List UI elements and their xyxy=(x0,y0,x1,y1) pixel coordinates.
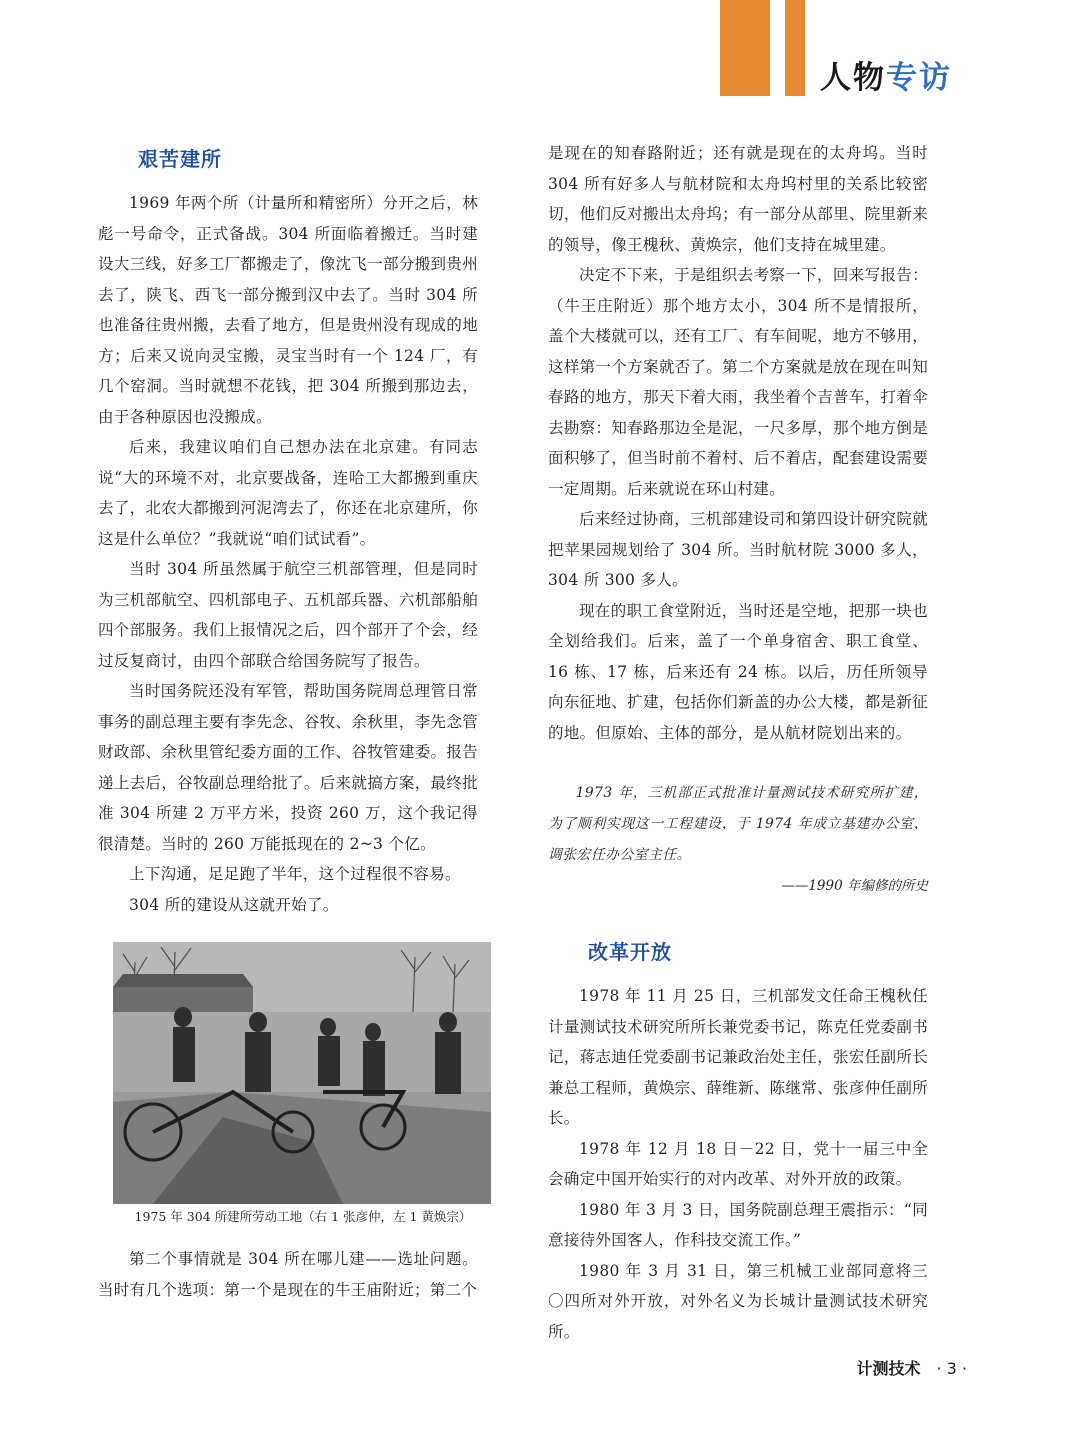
paragraph: 后来经过协商，三机部建设司和第四设计研究院就把苹果园规划给了 304 所。当时航材院 3000 多人，304 所 300 多人。 xyxy=(548,510,928,589)
paragraph: 现在的职工食堂附近，当时还是空地，把那一块也全划给我们。后来，盖了一个单身宿舍、职工食堂、16 栋、17 栋，后来还有 24 栋。以后，历任所领导向东征地、扩建，包括你们新盖的办公大楼，都是新征的地。但原始、主体的部分，是从航材院划出来的。 xyxy=(548,601,928,742)
section-tag xyxy=(820,58,952,98)
page-number: · 3 · xyxy=(936,1359,967,1378)
paragraph: 当时 304 所虽然属于航空三机部管理，但是同时为三机部航空、四机部电子、五机部兵器、六机部船舶四个部服务。我们上报情况之后，四个部开了个会，经过反复商讨，由四个部联合给国务院写了报告。 xyxy=(98,560,478,670)
construction-site-photo xyxy=(113,942,491,1204)
right-column xyxy=(548,138,928,1347)
paragraph: 是现在的知春路附近；还有就是现在的太舟坞。当时 304 所有好多人与航材院和太舟坞村里的关系比较密切，他们反对搬出太舟坞；有一部分从部里、院里新来的领导，像王槐秋、黄焕宗，他们支持在城里建。 xyxy=(548,144,928,254)
section-tag-part2: 专访 xyxy=(886,60,952,96)
header-accent-bar-narrow xyxy=(785,0,805,96)
section-heading-hard-founding: 艰苦建所 xyxy=(138,147,222,171)
paragraph: 1980 年 3 月 3 日，国务院副总理王震指示：“同意接待外国客人，作科技交流工作。” xyxy=(548,1200,928,1249)
paragraph: 决定不下来，于是组织去考察一下，回来写报告：（牛王庄附近）那个地方太小，304 所不是情报所，盖个大楼就可以，还有工厂、有车间呢，地方不够用，这样第一个方案就否了。第二个方案就是放在现在叫知春路的地方，那天下着大雨，我坐着个吉普车，打着伞去勘察：知春路那边全是泥，一尺多厚，那个地方倒是面积够了，但当时前不着村、后不着店，配套建设需要一定周期。后来就说在环山村建。 xyxy=(548,266,928,498)
left-column xyxy=(98,138,478,1305)
photo-figure xyxy=(113,942,493,1228)
header-accent-bar-wide xyxy=(720,0,770,96)
history-quote xyxy=(548,778,928,901)
paragraph: 1969 年两个所（计量所和精密所）分开之后，林彪一号命令，正式备战。304 所面临着搬迁。当时建设大三线，好多工厂都搬走了，像沈飞一部分搬到贵州去了，陕飞、西飞一部分搬到汉中去了。当时 304 所也准备往贵州搬，去看了地方，但是贵州没有现成的地方；后来又说向灵宝搬，灵宝当时有一个 124 厂，有几个窑洞。当时就想不花钱，把 304 所搬到那边去，由于各种原因也没搬成。 xyxy=(98,194,478,426)
paragraph: 1978 年 12 月 18 日－22 日，党十一届三中全会确定中国开始实行的对内改革、对外开放的政策。 xyxy=(548,1139,928,1188)
page-footer xyxy=(856,1356,967,1379)
paragraph: 第二个事情就是 304 所在哪儿建——选址问题。当时有几个选项：第一个是现在的牛王庙附近；第二个 xyxy=(98,1250,478,1299)
paragraph: 上下沟通，足足跑了半年，这个过程很不容易。 xyxy=(129,865,461,883)
section-heading-reform-opening: 改革开放 xyxy=(588,940,672,964)
paragraph: 当时国务院还没有军管，帮助国务院周总理管日常事务的副总理主要有李先念、谷牧、余秋里，李先念管财政部、余秋里管纪委方面的工作、谷牧管建委。报告递上去后，谷牧副总理给批了。后来就搞方案，最终批准 304 所建 2 万平方米，投资 260 万，这个我记得很清楚。当时的 260 万能抵现在的 2~3 个亿。 xyxy=(98,682,478,853)
paragraph: 1980 年 3 月 31 日，第三机械工业部同意将三〇四所对外开放，对外名义为长城计量测试技术研究所。 xyxy=(548,1261,928,1341)
section-tag-part1: 人物 xyxy=(820,60,886,96)
paragraph: 后来，我建议咱们自己想办法在北京建。有同志说“大的环境不对，北京要战备，连哈工大都搬到重庆去了，北农大都搬到河泥湾去了，你还在北京建所，你这是什么单位？”我就说“咱们试试看”。 xyxy=(98,438,478,548)
paragraph: 304 所的建设从这就开始了。 xyxy=(129,895,339,914)
photo-caption: 1975 年 304 所建所劳动工地（右 1 张彦仲，左 1 黄焕宗） xyxy=(134,1209,472,1224)
quote-source: ——1990 年编修的所史 xyxy=(781,878,928,894)
journal-name: 计测技术 xyxy=(856,1359,921,1378)
quote-text: 1973 年，三机部正式批准计量测试技术研究所扩建，为了顺利实现这一工程建设，于 1974 年成立基建办公室，调张宏任办公室主任。 xyxy=(548,785,928,863)
paragraph: 1978 年 11 月 25 日，三机部发文任命王槐秋任计量测试技术研究所所长兼党委书记，陈克任党委副书记，蒋志迪任党委副书记兼政治处主任，张宏任副所长兼总工程师，黄焕宗、薛维新、陈继常、张彦仲任副所长。 xyxy=(548,987,928,1127)
